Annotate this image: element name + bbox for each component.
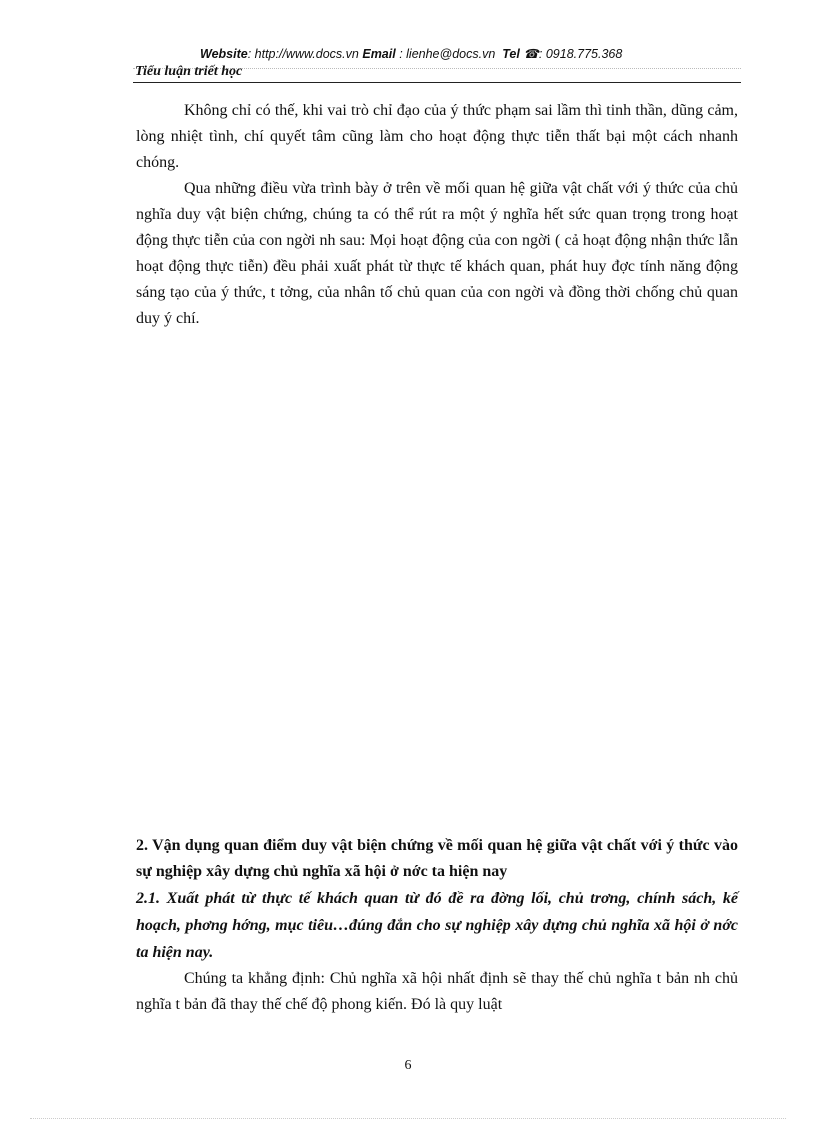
tel-value: : 0918.775.368 [538, 47, 623, 61]
paragraph: Chúng ta khẳng định: Chủ nghĩa xã hội nhất định sẽ thay thế chủ nghĩa t bản nh chủ nghĩa t bản đã thay thế chế độ phong kiến. Đó là quy luật [136, 970, 738, 1013]
paragraph: Qua những điều vừa trình bày ở trên về mối quan hệ giữa vật chất với ý thức của chủ nghĩa duy vật biện chứng, chúng ta có thể rút ra một ý nghĩa hết sức quan trọng trong hoạt động thực tiễn của con ngời nh sau: Mọi hoạt động của con ngời ( cả hoạt động nhận thức lẫn hoạt động thực tiễn) đều phải xuất phát từ thực tế khách quan, phát huy đợc tính năng động sáng tạo của ý thức, t tởng, của nhân tố chủ quan của con ngời và đồng thời chống chủ quan duy ý chí. [136, 180, 738, 327]
header-contact-line [200, 46, 680, 61]
website-value: : http://www.docs.vn [247, 47, 359, 61]
phone-icon: ☎ [523, 47, 539, 61]
document-title: Tiểu luận triết học [135, 64, 243, 79]
tel-label: Tel [502, 47, 520, 61]
body-top [136, 98, 738, 332]
website-label: Website [200, 47, 248, 61]
header-rule [133, 82, 741, 83]
page-bottom-rule [30, 1118, 786, 1119]
email-label: Email [362, 47, 396, 61]
page-number: 6 [404, 1058, 412, 1073]
paragraph: Không chỉ có thế, khi vai trò chỉ đạo của ý thức phạm sai lầm thì tinh thần, dũng cảm, lòng nhiệt tình, chí quyết tâm cũng làm cho hoạt động thực tiễn thất bại một cách nhanh chóng. [136, 102, 738, 171]
subsection-heading: 2.1. Xuất phát từ thực tế khách quan từ đó đề ra đờng lối, chủ trơng, chính sách, kế hoạch, phơng hớng, mục tiêu…đúng đắn cho sự nghiệp xây dựng chủ nghĩa xã hội ở nớc ta hiện nay. [136, 890, 738, 961]
section-heading: 2. Vận dụng quan điểm duy vật biện chứng về mối quan hệ giữa vật chất với ý thức vào sự nghiệp xây dựng chủ nghĩa xã hội ở nớc ta hiện nay [136, 837, 738, 880]
email-value: : lienhe@docs.vn [399, 47, 496, 61]
body-bottom [136, 833, 738, 1018]
